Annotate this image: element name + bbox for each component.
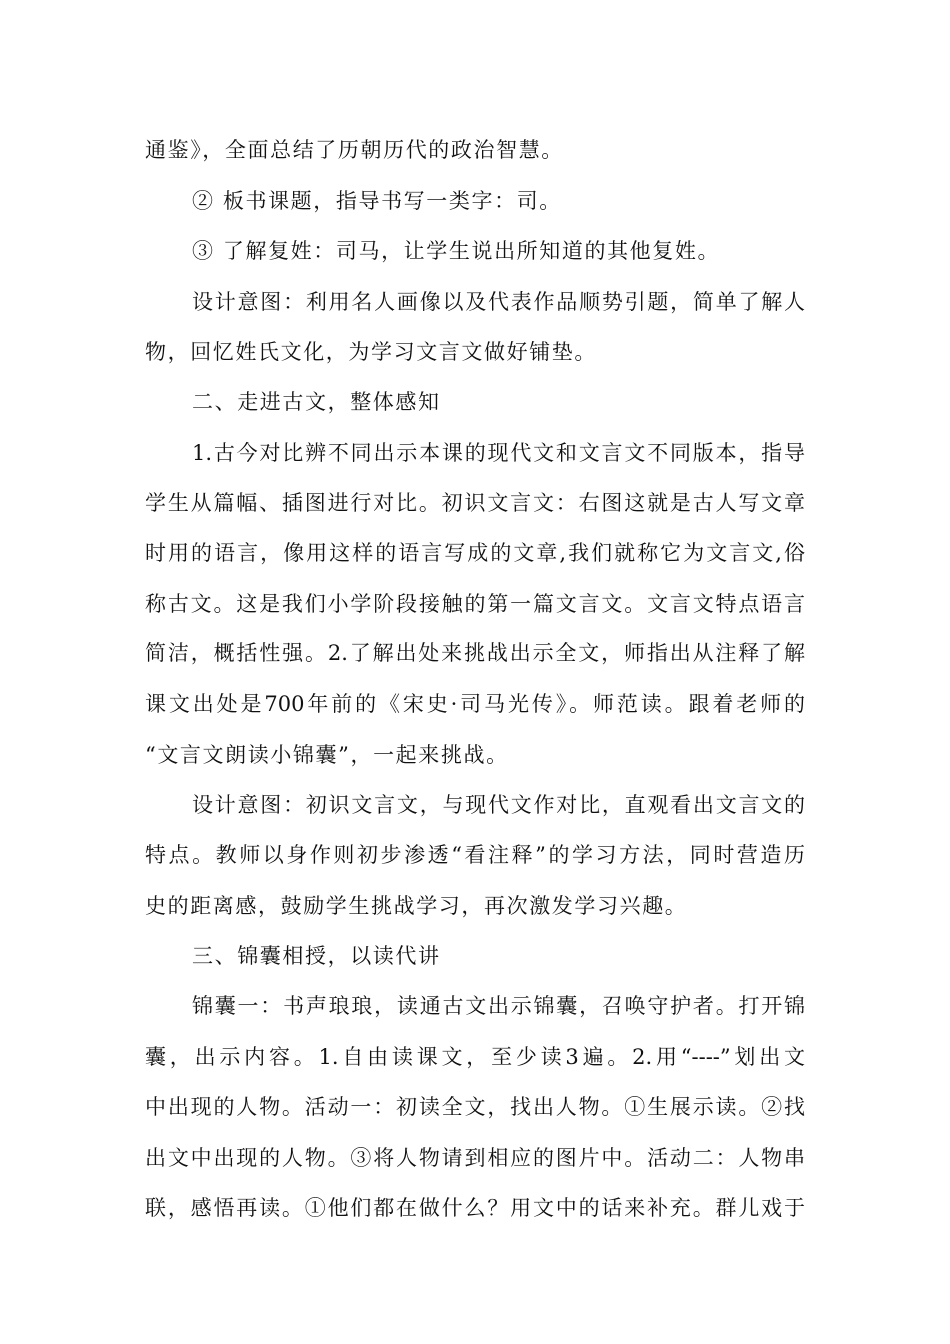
text-line: 课文出处是700年前的《宋史·司马光传》。师范读。跟着老师的 xyxy=(145,692,805,716)
text-line: 通鉴》，全面总结了历朝历代的政治智慧。 xyxy=(145,138,564,162)
text-line: 出文中出现的人物。③将人物请到相应的图片中。活动二：人物串 xyxy=(145,1146,805,1170)
section-heading: 二、走进古文，整体感知 xyxy=(192,390,441,414)
text-line: 锦囊一：书声琅琅，读通古文出示锦囊，召唤守护者。打开锦 xyxy=(192,994,805,1018)
text-line: ③ 了解复姓：司马，让学生说出所知道的其他复姓。 xyxy=(192,239,721,263)
text-line: 称古文。这是我们小学阶段接触的第一篇文言文。文言文特点语言 xyxy=(145,592,805,616)
text-line: 中出现的人物。活动一：初读全文，找出人物。①生展示读。②找 xyxy=(145,1095,805,1119)
text-line: 简洁，概括性强。2.了解出处来挑战出示全文，师指出从注释了解 xyxy=(145,641,805,665)
text-line: 设计意图：利用名人画像以及代表作品顺势引题，简单了解人 xyxy=(192,290,805,314)
text-line: “文言文朗读小锦囊”，一起来挑战。 xyxy=(145,743,509,767)
text-line: ② 板书课题，指导书写一类字：司。 xyxy=(192,189,562,213)
text-line: 时用的语言，像用这样的语言写成的文章,我们就称它为文言文,俗 xyxy=(145,541,805,565)
text-line: 囊，出示内容。1.自由读课文，至少读3遍。2.用“----”划出文 xyxy=(145,1045,805,1069)
text-line: 物，回忆姓氏文化，为学习文言文做好铺垫。 xyxy=(145,340,597,364)
text-line: 史的距离感，鼓励学生挑战学习，再次激发学习兴趣。 xyxy=(145,894,688,918)
section-heading: 三、锦囊相授，以读代讲 xyxy=(192,944,441,968)
text-line: 特点。教师以身作则初步渗透“看注释”的学习方法，同时营造历 xyxy=(145,843,805,867)
text-line: 1.古今对比辨不同出示本课的现代文和文言文不同版本，指导 xyxy=(192,441,805,465)
text-line: 联，感悟再读。①他们都在做什么？用文中的话来补充。群儿戏于 xyxy=(145,1196,805,1220)
text-line: 学生从篇幅、插图进行对比。初识文言文：右图这就是古人写文章 xyxy=(145,491,805,515)
text-line: 设计意图：初识文言文，与现代文作对比，直观看出文言文的 xyxy=(192,793,805,817)
